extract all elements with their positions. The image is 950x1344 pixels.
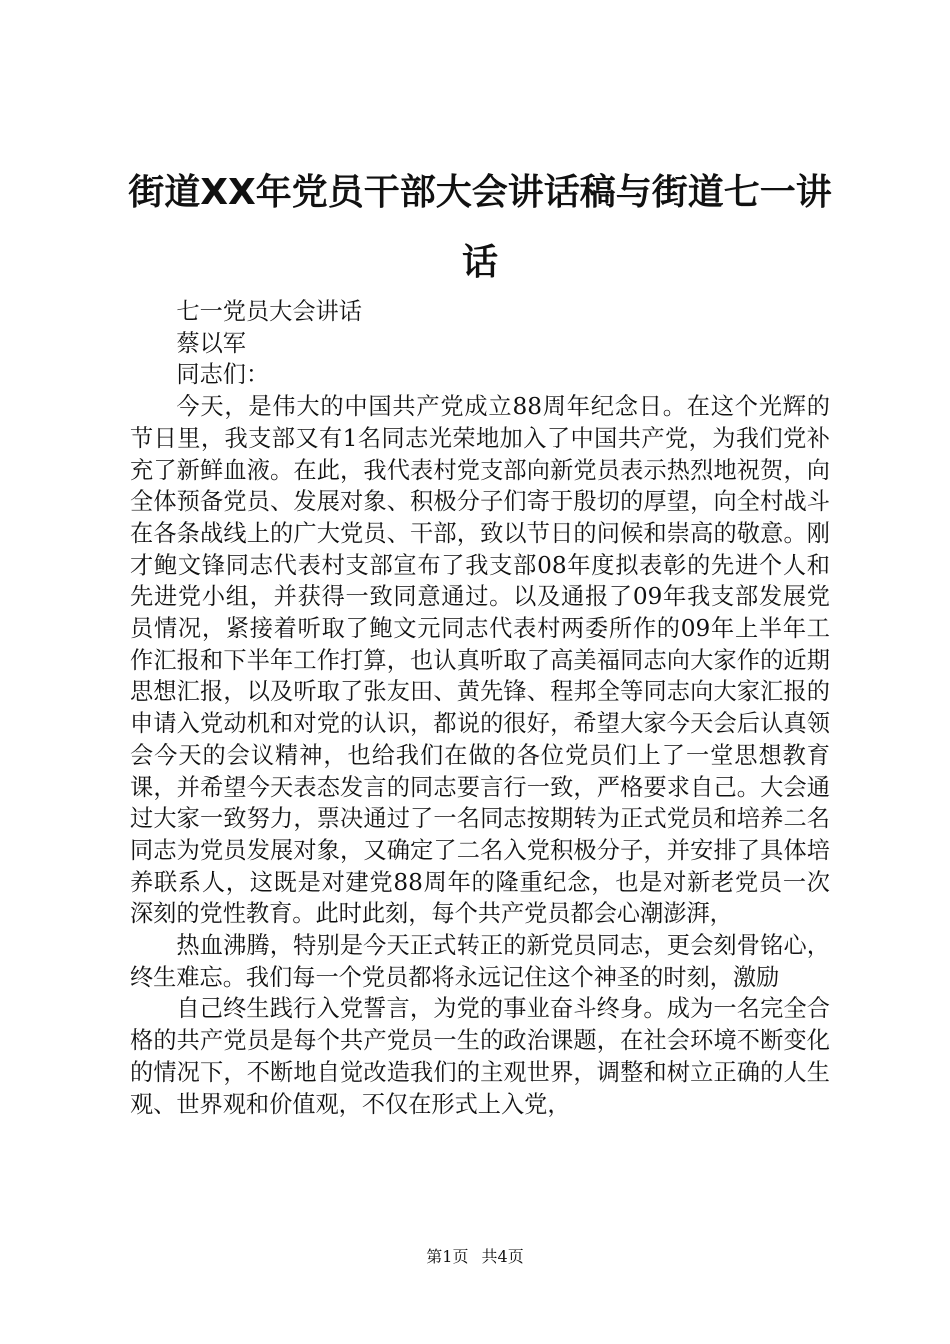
paragraph: 自己终生践行入党誓言，为党的事业奋斗终身。成为一名完全合格的共产党员是每个共产党员一生的政治课题，在社会环境不断变化的情况下，不断地自觉改造我们的主观世界，调整和树立正确的人生观、世界观和价值观，不仅在形式上入党， — [130, 995, 830, 1118]
page-footer — [0, 1244, 950, 1267]
author-name: 蔡以军 — [176, 329, 246, 357]
page-total: 共4页 — [481, 1247, 524, 1266]
paragraph: 今天，是伟大的中国共产党成立88周年纪念日。在这个光辉的节日里，我支部又有1名同志光荣地加入了中国共产党，为我们党补充了新鲜血液。在此，我代表村党支部向新党员表示热烈地祝贺，向全体预备党员、发展对象、积极分子们寄于殷切的厚望，向全村战斗在各条战线上的广大党员、干部，致以节日的问候和崇高的敬意。刚才鲍文锋同志代表村支部宣布了我支部08年度拟表彰的先进个人和先进党小组，并获得一致同意通过。以及通报了09年我支部发展党员情况，紧接着听取了鲍文元同志代表村两委所作的09年上半年工作汇报和下半年工作打算，也认真听取了高美福同志向大家作的近期思想汇报，以及听取了张友田、黄先锋、程邦全等同志向大家汇报的申请入党动机和对党的认识，都说的很好，希望大家今天会后认真领会今天的会议精神，也给我们在做的各位党员们上了一堂思想教育课，并希望今天表态发言的同志要言行一致，严格要求自己。大会通过大家一致努力，票决通过了一名同志按期转为正式党员和培养二名同志为党员发展对象，又确定了二名入党积极分子，并安排了具体培养联系人，这既是对建党88周年的隆重纪念，也是对新老党员一次深刻的党性教育。此时此刻，每个共产党员都会心潮澎湃， — [130, 393, 830, 928]
paragraph: 热血沸腾，特别是今天正式转正的新党员同志，更会刻骨铭心，终生难忘。我们每一个党员都将永远记住这个神圣的时刻，激励 — [130, 932, 830, 991]
speech-heading: 七一党员大会讲话 — [176, 298, 362, 325]
document-title: 街道XX年党员干部大会讲话稿与街道七一讲话 — [128, 172, 832, 283]
page-number: 第1页 — [426, 1247, 469, 1266]
salutation: 同志们： — [176, 361, 270, 389]
document-body — [130, 296, 830, 1120]
